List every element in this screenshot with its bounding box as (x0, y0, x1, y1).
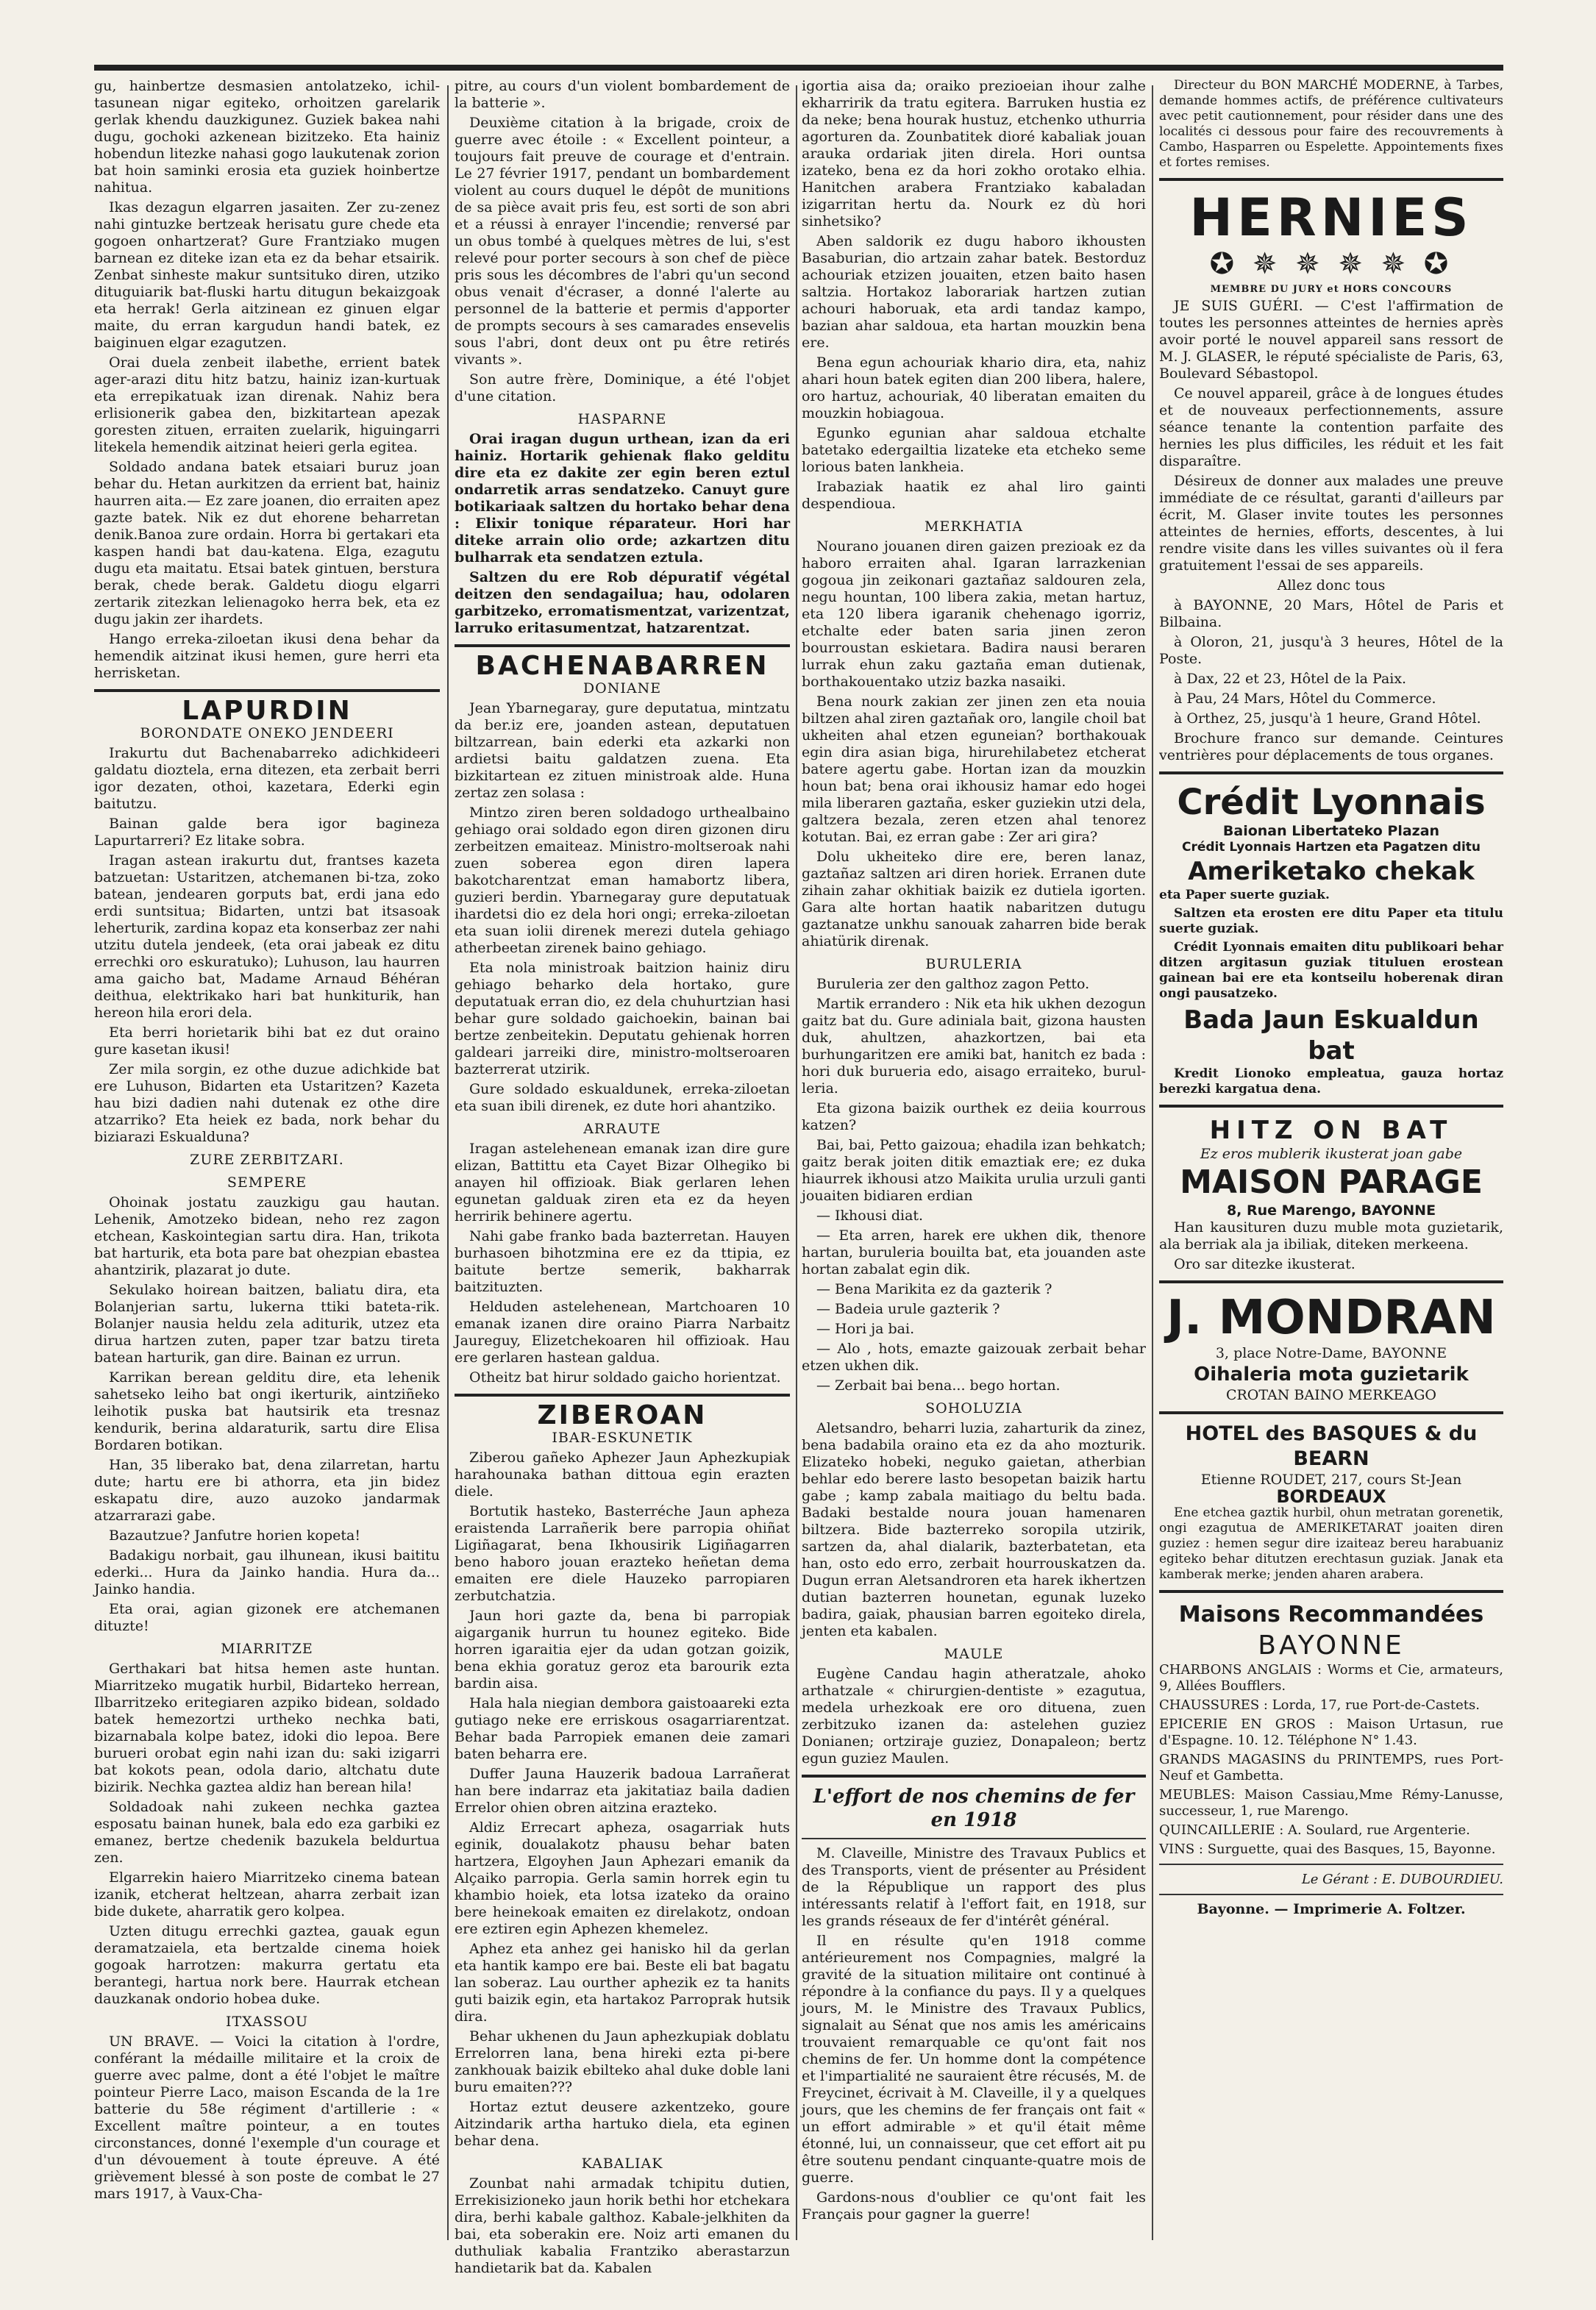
paragraph: Martik errandero : Nik eta hik ukhen dezogun gaitz bat du. Gure adiniala bait, gizona hausten duk, ahultzen, ahazkortzen, bai eta burhungaritzen ere amiki bat, hanitch ez bada : hori duk burueria edo, aisago erraiteko, burul-leria. (802, 996, 1146, 1097)
footer-rule (1159, 1864, 1503, 1865)
paragraph: Han, 35 liberako bat, dena zilarretan, hartu dute; hartu ere bi athorra, eta jin bidez eskapatu dire, auzo auzoko jandarmak atzarrarazi gabe. (94, 1457, 440, 1524)
ad-rule (1159, 1280, 1503, 1283)
article-heading: BURULERIA (925, 956, 1022, 972)
section-rule (802, 1775, 1146, 1778)
column-1 (94, 78, 440, 2233)
credit-sub: Baionan Libertateko Plazan (1222, 823, 1440, 839)
article-heading: KABALIAK (581, 2156, 663, 2172)
maisons-city: BAYONNE (1258, 1630, 1405, 1661)
paragraph: eta Paper suerte guziak. (1159, 888, 1330, 902)
article-title: L'effort de nos chemins de fer en 1918 (813, 1786, 1135, 1831)
paragraph: Ce nouvel appareil, grâce à de longues études et de nouveaux perfectionnements, assure séance tenante la contention parfaite des hernies les plus difficiles, les réduit et les fait disparaître. (1159, 385, 1503, 469)
columns (94, 78, 1503, 2276)
section-rule (455, 1394, 790, 1397)
paragraph: Han kausituren duzu muble mota guzietarik, ala berriak ala ja ibiliak, diteken merkeena. (1159, 1219, 1503, 1252)
list-item: GRANDS MAGASINS du PRINTEMPS, rues Port-Neuf et Gambetta. (1159, 1752, 1503, 1783)
list-item: à Oloron, 21, jusqu'à 3 heures, Hôtel de la Poste. (1159, 634, 1503, 667)
paragraph: Gure soldado eskualdunek, erreka-ziloetan eta suan ibili direnek, ez dute hori ahantziko. (455, 1081, 790, 1114)
paragraph: Mintzo ziren beren soldadogo urthealbaino gehiago orai soldado egon diren gizonen diru zerbeitzen emaiteaz. Ministro-moltseroak nahi zuen soberea egon diren lapera bakotcharentzat eman hamabortz libera, guzieri berdin. Ybarnegaray gure deputatuak ihardetsi dio ez dela hori ongi; erreka-ziloetan eta suan iolii direnek merezi dutela gehiago atherbeetan zirenek baino gehiago. (455, 805, 790, 956)
paragraph: Bortutik hasteko, Basterréche Jaun apheza eraistenda Larrañerik bere parropia ohiñat Ligiñagarat, bena Ikhousirik Ligiñagarren beno haboro jouan erazteko heñetan dema emaiten ere diele Hauzeko parropiaren zerbutchatzia. (455, 1503, 790, 1604)
paragraph: Allez donc tous (1277, 577, 1386, 593)
paragraph: Eta berri horietarik bihi bat ez dut oraino gure kasetan ikusi! (94, 1024, 440, 1058)
paragraph: Jean Ybarnegaray, gure deputatua, mintzatu da ber.iz ere, joanden astean, deputatuen biltzarrean, bain ederki eta azkarki non ardietsi baitu galdatzen zuena. Eta bizkitartean ez zituen ministroak alde. Huna zertaz zen solasa : (455, 700, 790, 801)
article-heading: DONIANE (583, 680, 662, 696)
list-item: VINS : Surguette, quai des Basques, 15, Bayonne. (1159, 1842, 1496, 1857)
section-banner-lapurdin: LAPURDIN (182, 696, 352, 726)
paragraph: Egunko egunian ahar saldoua etchalte batetako edergailtia lizateke eta etcheko seme lorious baten lankheia. (802, 425, 1146, 475)
paragraph: Buruleria zer den galthoz zagon Petto. (816, 976, 1090, 992)
paragraph: Orai iragan dugun urthean, izan da eri hainiz. Hortarik gehienak flako gelditu dire eta ez dakite zer egin beren eztul ondarretik arras sendatzeko. Canuyt gure botikariaak saltzen du hortako behar dena : Elixir tonique réparateur. Hori har diteke arrain olio orde; azkartzen ditu bulharrak eta sendatzen eztula. (455, 431, 790, 566)
paragraph: M. Claveille, Ministre des Travaux Publics et des Transports, vient de présenter au Président de la République un rapport des plus intéressants relatif à l'effort fait, en 1918, sur les grands réseaux de fer d'intérêt général. (802, 1845, 1146, 1929)
paragraph: Aldiz Errecart apheza, osagarriak huts eginik, doualakotz phausu behar baten hartzera, Elgoyhen Jaun Aphezari emanik da Alçaiko parropia. Gerla samin horrek egin tu khambio hoiek, eta lotsa izateko da oraino bere heinekoak emaiten ez direlakotz, ondoan ere eztiren egin Aphezen khemelez. (455, 1819, 790, 1937)
article-heading: MERKHATIA (925, 518, 1023, 535)
paragraph: Hortaz eztut deusere azkentzeko, goure Aitzindarik artha hartuko diela, eta eginen behar dena. (455, 2099, 790, 2149)
list-item: à Pau, 24 Mars, Hôtel du Commerce. (1174, 691, 1436, 707)
dialogue-line: — Ikhousi diat. (816, 1208, 924, 1224)
paragraph: Soldado andana batek etsaiari buruz joan behar du. Hetan aurkitzen da errient bat, hainiz haurren aita.— Ez zare joanen, dio erraiten apez gazte batek. Nik ez dut ehorene beharretan denik.Banoa zure ordain. Horra bi gertakari eta kaspen handi bat dau-katena. Elga, ezagutu dugu eta maitatu. Etsai batek gintuen, berstura berak, chede berak. Galdetu diogu elgarri zertarik zitezkan lelienagoko herra bek, eta ez dugu jakin zer ihardets. (94, 459, 440, 627)
paragraph: Iragan astean irakurtu dut, frantses kazeta batzuetan: Ustaritzen, atchemanen bi-tza, zoko batean, jendearen gorputs bat, erdi jana edo erdi suntsitua; Bidarten, untzi bat itsasoak leherturik, zardina kopaz eta konserbaz zer nahi utzitu dutela jendeek, (eta orai jabeak ez ditu errechki oro eskuratuko); Luhuson, lau haurren ama gaicho bat, Madame Arnaud Béhéran deithua, elektrikako hari bat hunkiturik, han hereon hila erori dela. (94, 852, 440, 1021)
paragraph: Saltzen du ere Rob dépuratif végétal deitzen den sendagailua; hau, odolaren garbitzeko, erromatismentzat, varizentzat, larruko eritasumentzat, hatzarentzat. (455, 569, 790, 636)
section-banner-ziberoan: ZIBEROAN (537, 1400, 708, 1430)
article-heading: SEMPERE (227, 1174, 307, 1191)
paragraph: Oro sar ditezke ikusterat. (1174, 1256, 1355, 1272)
paragraph: Uzten ditugu errechki gaztea, gauak egun deramatzaiela, eta bertzalde cinema hoiek gogoak harrotzen: makurra gertatu eta berantegi, hartua nork bere. Haurrak etchean dauzkanak ondorio hobea duke. (94, 1923, 440, 2007)
paragraph: Ikas dezagun elgarren jasaiten. Zer zu-zenez nahi gintuzke bertzeak herisatu gure chede eta gogoen onhartzerat? Gure Frantziako mugen barnean ez diteke izan eta ez da behar etsairik. Zenbat sinheste makur suntsituko diren, utziko dituguiarik bat-fluski hartu ditugun bekaizgoak eta herrak! Gerla aitzinean ez ginuen elgar maite, du erran kargudun handi batek, ez baiginuen elgar ezagutzen. (94, 199, 440, 351)
paragraph: Gardons-nous d'oublier ce qu'ont fait les Français pour gagner la guerre! (802, 2189, 1146, 2222)
paragraph: Iragan astelehenean emanak izan dire gure elizan, Battittu eta Cayet Bizar Olhegiko bi anayen hil offizioak. Biak gerlaren lehen egunetan galduak ziren eta ez da heyen herririk behinere agertu. (455, 1141, 790, 1224)
parage-title: MAISON PARAGE (1180, 1163, 1483, 1201)
list-item: CHAUSSURES : Lorda, 17, rue Port-de-Castets. (1159, 1697, 1480, 1713)
hotel-title: HOTEL des BASQUES & du BEARN (1185, 1422, 1478, 1470)
ad-bon-marche: Directeur du BON MARCHÉ MODERNE, à Tarbes, demande hommes actifs, de préférence cultivateurs avec petit cautionnement, pour résider dans une des localités ci dessous pour faire des recouvrements à Cambo, Hasparren ou Espelette. Appointements fixes et fortes remises. (1159, 78, 1503, 170)
paragraph: Il en résulte qu'en 1918 comme antérieurement nos Compagnies, malgré la gravité de la situation militaire ont continué à répondre à la confiance du pays. Il y a quelques jours, M. le Ministre des Travaux Publics, signalait au Sénat que nos amis les américains trouvaient remarquable ce qu'ont fait nos chemins de fer. Un homme dont la compétence et l'impartialité ne sauraient être récusés, M. de Freycinet, écrivait à M. Claveille, il y a quelques jours, que les chemins de fer français ont fait « un effort admirable » et qu'il était même étonné, lui, un connaisseur, que cet effort ait pu être soutenu pendant cinquante-quatre mois de guerre. (802, 1933, 1146, 2186)
column-separator (447, 85, 449, 2240)
paragraph: Irakurtu dut Bachenabarreko adichkideeri galdatu dioztela, erna ditezen, eta zerbait berri igor dezaten, othoi, kazetara, Ederki egin baitutzu. (94, 745, 440, 812)
paragraph: Désireux de donner aux malades une preuve immédiate de ce résultat, garanti d'ailleurs par écrit, M. Glaser invite toutes les personnes atteintes de hernies, efforts, descentes, à lui rendre visite dans les villes suivantes où il fera gratuitement l'essai de ses appareils. (1159, 473, 1503, 574)
paragraph: Hala hala niegian dembora gaistoaareki ezta gutiago neke ere erriskous osagarriarentzat. Behar bada Parropiek emanen deie zamari baten beharra ere. (455, 1695, 790, 1762)
paragraph: Eta gizona baizik ourthek ez deiia kourrous katzen? (802, 1100, 1146, 1133)
paragraph: Ziberou gañeko Aphezer Jaun Aphezkupiak harahounaka bathan dittoua egin erazten diele. (455, 1450, 790, 1500)
article-heading: MAULE (944, 1646, 1004, 1662)
paragraph: Orai duela zenbeit ilabethe, errient batek ager-arazi ditu hitz batzu, hainiz izan-kurtuak eta errepikatuak izan direnak. Nahiz bera erlisionerik gabea den, bizkitartean apezak goresten zituen, erraiten zuelarik, higuingarri litekela hemendik aitzinat heieri gerla egitea. (94, 354, 440, 455)
paragraph: Karrikan berean gelditu dire, eta lehenik sahetseko leiho bat ongi ikerturik, aintziñeko leihotik puska bat hautsirik eta tresnaz kendurik, berina aldaraturik, sartu dire Elisa Bordaren botikan. (94, 1369, 440, 1453)
imprimerie: Bayonne. — Imprimerie A. Foltzer. (1197, 1901, 1466, 1917)
paragraph: Helduden astelehenean, Martchoaren 10 emanak izanen dire oraino Piarra Narbaitz Jaureguy, Elizetchekoaren hil offizioak. Hau ere gerlaren hastean galdua. (455, 1299, 790, 1366)
ad-rule (1159, 1411, 1503, 1414)
article-heading: IBAR-ESKUNETIK (552, 1430, 693, 1446)
credit-big-2: Bada Jaun Eskualdun bat (1183, 1005, 1479, 1066)
mondran-title: J. MONDRAN (1166, 1291, 1496, 1345)
section-banner-bachenabarren: BACHENABARREN (475, 651, 769, 681)
paragraph: Saltzen eta erosten ere ditu Paper eta titulu suerte guziak. (1159, 906, 1503, 936)
list-item: à Dax, 22 et 23, Hôtel de la Paix. (1174, 671, 1407, 687)
signature: ZURE ZERBITZARI. (190, 1152, 344, 1168)
paragraph: Dolu ukheiteko dire ere, beren lanaz, gaztañaz saltzen ari diren horiek. Erranen dute zihain zahar okhitiak baizik ez dutiela igorten. Gara alte hortan haatik nabaritzen dutugu gaztanatze unkhu sanouak zaharren bide berak ahiatürik direnak. (802, 849, 1146, 949)
hitz-title: HITZ ON BAT (1209, 1116, 1453, 1145)
paragraph: Sekulako hoirean baitzen, baliatu dira, eta Bolanjerian sartu, lukerna ttiki bateta-rik. Bolanjer nausia heldu zela aditurik, utzez eta dirua hartzen zuten, paper tzar batzu tireta batean harturik, gan dire. Bainan ez urrun. (94, 1282, 440, 1366)
paragraph: Kredit Lionoko empleatua, gauza hortaz berezki kargatua dena. (1159, 1066, 1503, 1097)
paragraph: Nahi gabe franko bada bazterretan. Hauyen burhasoen bihotzmina ere ez da ttipia, ez baitute bertze semerik, bakharrak baitzituzten. (455, 1228, 790, 1295)
title-rule (802, 1838, 1146, 1839)
top-rule (94, 65, 1503, 71)
paragraph: Aben saldorik ez dugu haboro ikhousten Basaburian, dio artzain zahar batek. Bestorduz achouriak etzizen jouaiten, etzen baito hasen saltzia. Hortakoz laborariak hartzen zutian achouri haboruak, eta ardi tandaz kampo, bazian ahar saldoua, eta hartan mouzkin bena ere. (802, 233, 1146, 351)
paragraph: Bena egun achouriak khario dira, eta, nahiz ahari houn batek egiten dian 200 libera, halere, oro hartuz, achouriak, 40 liberatan emaiten du mouzkin hobiagoua. (802, 354, 1146, 421)
paragraph: pitre, au cours d'un violent bombardement de la batterie ». (455, 78, 790, 111)
paragraph: Soldadoak nahi zukeen nechka gaztea esposatu bainan hunek, bala edo eza garbiki ez emanez, bertze chedenik bazukela beldurtua zen. (94, 1799, 440, 1866)
list-item: QUINCAILLERIE : A. Soulard, rue Argenterie. (1159, 1822, 1470, 1838)
paragraph: JE SUIS GUÉRI. — C'est l'affirmation de toutes les personnes atteintes de hernies après avoir porté le nouvel appareil sans ressort de M. J. GLASER, le réputé spécialiste de Paris, 63, Boulevard Sébastopol. (1159, 298, 1503, 382)
column-3 (802, 78, 1146, 2233)
gerant: Le Gérant : E. DUBOURDIEU. (1301, 1872, 1503, 1887)
paragraph: Zer mila sorgin, ez othe duzue adichkide bat ere Luhuson, Bidarten eta Ustaritzen? Kazeta hau bizi dadien nahi dutenak ez othe dire atzarriko? Eta heiek ez bada, nork behar du biziarazi Eskualduna? (94, 1061, 440, 1145)
mondran-line-2: CROTAN BAINO MERKEAGO (1225, 1387, 1437, 1403)
paragraph: UN BRAVE. — Voici la citation à l'ordre, conférant la médaille militaire et la croix de guerre avec palme, dont a été l'objet le maître pointeur Pierre Laco, maison Escanda de la 1re batterie du 58e régiment d'artillerie : « Excellent maître pointeur, a en toutes circonstances, donné l'exemple d'un courage et d'un dévouement à toute épreuve. A été grièvement blessé à son poste de combat le 27 mars 1917, à Vaux-Cha- (94, 2033, 440, 2202)
section-rule (455, 644, 790, 647)
dialogue-line: — Badeia urule gazterik ? (816, 1301, 1000, 1317)
paragraph: Eta nola ministroak baitzion hainiz diru gehiago beharko dela hortako, gure deputatuak erran dio, ez dela chuhurtzian hasi behar gure soldado gaichoekin, bainan bai bertze zenbeitekin. Deputatu gehienak horren galdeari jarreiki dire, ministro-moltseroaren bazterrerat utzirik. (455, 960, 790, 1077)
section-rule (94, 689, 440, 692)
paragraph: Bena nourk zakian zer jinen zen eta nouia biltzen ahal ziren gaztañak oro, langile choil bat ukheiten ahal etzen eguneian? borthakouak egin dira asian biga, hirurehilabetez etcherat batere agertu gabe. Hortan izan da mouzkin houn bat; bena orai ikhousiz hamar edo hogei mila liberaren gaztaña, esker guziekin utzi dela, galtzera bezala, zeren etzen ahal tenorez kotutan. Bai, ez erran gabe : Zer ari gira? (802, 694, 1146, 845)
maisons-title: Maisons Recommandées (1178, 1602, 1484, 1628)
article-heading: SOHOLUZIA (925, 1400, 1022, 1416)
mondran-address: 3, place Notre-Dame, BAYONNE (1215, 1345, 1447, 1361)
paragraph: Bazautzue? Janfutre horien kopeta! (109, 1527, 360, 1544)
paragraph: Bainan galde bera igor bagineza Lapurtarreri? Ez litake sobra. (94, 816, 440, 849)
hitz-sub: Ez eros mublerik ikusterat joan gabe (1200, 1146, 1463, 1162)
ad-rule (1159, 1590, 1503, 1593)
recommended-list (1159, 1662, 1503, 1858)
paragraph: Son autre frère, Dominique, a été l'objet d'une citation. (455, 371, 790, 404)
paragraph: Elgarrekin haiero Miarritzeko cinema batean izanik, etcherat heltzean, aharra zerbait izan bide dukete, aharratik gero kolpea. (94, 1869, 440, 1919)
list-item: CHARBONS ANGLAIS : Worms et Cie, armateurs, 9, Allées Boufflers. (1159, 1662, 1503, 1694)
footer-rule (1159, 1894, 1503, 1895)
hotel-address: Etienne ROUDET, 217, cours St-Jean (1200, 1472, 1462, 1488)
paragraph: igortia aisa da; oraiko prezioeian ihour zalhe ekharririk da tratu egitera. Barruken hustia ez da neke; bena hourak hustuz, etchenko uthurria agorturen da. Zounbatitek dioré kabaliak jouan arauka ordariak jiten direla. Hori ountsa izateko, bena ez da hori zokho orotako elhia. Hanitchen arabera Frantziako kabaladan izigarritan hertu da. Nourk ez dù hori sinhetsiko? (802, 78, 1146, 229)
paragraph: Duffer Jauna Hauzerik badoua Larrañerat han bere indarraz eta jakitatiaz baila dadien Errelor ohien obren aitzina erazteko. (455, 1766, 790, 1816)
mondran-line: Oihaleria mota guzietarik (1194, 1363, 1469, 1386)
dialogue-line: — Hori ja bai. (816, 1321, 915, 1337)
list-item: EPICERIE EN GROS : Maison Urtasun, rue d'Espagne. 10. 12. Téléphone N° 1.43. (1159, 1717, 1503, 1748)
column-4-ads (1159, 78, 1503, 2233)
article-heading: BORONDATE ONEKO JENDEERI (140, 725, 394, 741)
article-heading: HASPARNE (577, 411, 667, 427)
list-item: MEUBLES: Maison Cassiau,Mme Rémy-Lanusse, successeur, 1, rue Marengo. (1159, 1787, 1503, 1819)
paragraph: Ohoinak jostatu zauzkigu gau hautan. Lehenik, Amotzeko bidean, neho rez zagon etchean, Kaskointegian sartu dira. Han, trikota bat harturik, eta bota pare bat ohezpian ebastea ahantzirik, plazarat jo dute. (94, 1194, 440, 1278)
column-2 (455, 78, 790, 2276)
article-heading: ITXASSOU (225, 2014, 309, 2030)
ad-rule (1159, 1105, 1503, 1108)
paragraph: Aletsandro, beharri luzia, zaharturik da zinez, bena badabila oraino eta ez da aho mozturik. Elizateko hobeki, neguko gaietan, atherbian behlar edo berere lasto besopetan baizik hartu gabe ; kamp zabala maitiago du beltu bada. Badaki bestalde noura jouan hamenaren biltzera. Bide bazterreko soropila utzirik, sartzen da, ahal dialarik, bazterbatetan, eta han, osto edo erro, zerbait hourrouskatzen da. Dugun erran Aletsandroren eta harek ikhertzen dutian bazterren hounetan, egunak luzeko badira, gaiak, phausian barren egoiteko direla, jenten eta kabalen. (802, 1420, 1146, 1639)
paragraph: Otheitz bat hirur soldado gaicho horientzat. (469, 1369, 781, 1386)
article-heading: ARRAUTE (583, 1121, 661, 1137)
paragraph: Ene etchea gaztik hurbil, ohun metratan gorenetik, ongi ezagutua de AMERIKETARAT joaiten diren guziez : hemen segur dire izaiteaz bereu harabuaniz egiteko behar ditutzen erechtasun guziak. Janak eta kamberak merke; jenden aharen arabera. (1159, 1505, 1503, 1582)
paragraph: Eta orai, agian gizonek ere atchemanen dituzte! (94, 1601, 440, 1634)
list-item: à BAYONNE, 20 Mars, Hôtel de Paris et Bilbaina. (1159, 597, 1503, 630)
paragraph: Nourano jouanen diren gaizen prezioak ez da haboro erraiten ahal. Igaran larrazkenian gogoua jin zeikonari gaztañaz saldouren zela, negu hountan, 100 libera zakia, metan hartuz, eta 120 libera igaranik chehenago igorriz, etchalte eder baten saria jinen zeron bourroustan eskietara. Badira nausi beraren lurrak ehun zaku gaztaña eman dutienak, borthakouentako utziz bazka nasaiki. (802, 538, 1146, 690)
article-heading: MIARRITZE (221, 1641, 313, 1657)
parage-address: 8, Rue Marengo, BAYONNE (1226, 1202, 1436, 1219)
paragraph: Crédit Lyonnais emaiten ditu publikoari behar ditzen argitasun guziak tituluen erostean gainean bai ere eta kontseilu hoberenak diran ongi pausatzeko. (1159, 940, 1503, 1001)
paragraph: Gerthakari bat hitsa hemen aste huntan. Miarritzeko mugatik hurbil, Bidarteko herrean, Ilbarritzeko eritegiaren azpiko bidean, soldado batek hemezortzi urtheko nechka bati, bizarnabala kolpe batez, idoki dio lepoa. Bere burueri orobat egin nahi izan du: saki izigarri bat kokots pean, odola dario, altchatu dute bizirik. Nechka gaztea aldiz han berean hila! (94, 1661, 440, 1795)
paragraph: Irabaziak haatik ez ahal liro gainti despendioua. (802, 479, 1146, 512)
paragraph: Bai, bai, Petto gaizoua; ehadila izan behkatch; gaitz berak joiten ditik emaztiak ere; ez duka hiaurrek ikhousi atzo Maikita urulia urzuli ganti jouaiten bidiaren erdian (802, 1137, 1146, 1204)
paragraph: Brochure franco sur demande. Ceintures ventrières pour déplacements de tous organes. (1159, 730, 1503, 763)
hernies-title: HERNIES (1189, 188, 1473, 248)
paragraph: Hango erreka-ziloetan ikusi dena behar da hemendik aitzinat ikusi hemen, gure herri eta herrisketan. (94, 631, 440, 681)
paragraph: Aphez eta anhez gei hanisko hil da gerlan eta hantik kampo ere bai. Beste eli bat bagatu lan soberaz. Lau ourther aphezik ez ta hanits guti baizik egin, eta hartakoz Parroprak hutsik dira. (455, 1941, 790, 2025)
paragraph: Eugène Candau hagin atheratzale, ahoko arthatzale « chirurgien-dentiste » ezagutua, medela urhezkoak ere oro dituena, zuen zerbitzuko izanen da: astelehen guziez Donianen; ortziraje guziez, Donapaleon; bertz egun guziez Maulen. (802, 1666, 1146, 1767)
column-separator (796, 85, 797, 2240)
paragraph: Behar ukhenen du Jaun aphezkupiak doblatu Errelorren lana, bena hireki ezta pi-bere zankhouak baizik ebilteko ahal duke doble lani buru emaiten??? (455, 2028, 790, 2095)
credit-line: Crédit Lyonnais Hartzen eta Pagatzen ditu (1181, 840, 1481, 855)
list-item: à Orthez, 25, jusqu'à 1 heure, Grand Hôtel. (1174, 710, 1481, 727)
credit-big: Ameriketako chekak (1188, 857, 1475, 886)
newspaper-page (94, 65, 1503, 2276)
paragraph: Zounbat nahi armadak tchipitu dutien, Errekisizioneko jaun horik bethi hor etchekara dira, berhi kabale galthoz. Kabale-jelkhiten da bai, eta soberakin ere. Noiz arti emanen du duthuliak kabalia Frantziko aberastarzun handietarik bat da. Kabalen (455, 2175, 790, 2276)
paragraph: gu, hainbertze desmasien antolatzeko, ichil-tasunean nigar egiteko, orhoitzen garelarik gerlak khendu dauzkigunez. Guziek bakea nahi dugu, gochoki azkenean bizitzeko. Eta hainiz hobendun litezke nahasi gogo laukutenak zorion bat hoin saminki erosia eta guziek hoinbertze nahitua. (94, 78, 440, 196)
paragraph: Badakigu norbait, gau ilhunean, ikusi baititu ederki... Hura da Jainko handia. Hura da... Jainko handia. (94, 1547, 440, 1597)
dialogue-line: — Alo , hots, emazte gaizouak zerbait behar etzen ukhen dik. (802, 1341, 1146, 1374)
dialogue-line: — Zerbait bai bena... bego hortan. (816, 1377, 1061, 1394)
ad-rule (1159, 771, 1503, 774)
ad-rule (1159, 178, 1503, 181)
dialogue-line: — Eta arren, harek ere ukhen dik, thenore hartan, buruleria bouilta bat, eta jouanden aste hortan zabalat egin dik. (802, 1227, 1146, 1277)
dialogue-line: — Bena Marikita ez da gazterik ? (816, 1281, 1052, 1297)
column-separator (1152, 85, 1153, 2240)
paragraph: Jaun hori gazte da, bena bi parropiak aigarganik hurrun tu hounez egiteko. Bide horren igaraitia ejer da udan gotzan goizik, bena ekhia goratuz geroz eta barourik ezta bardin aisa. (455, 1608, 790, 1691)
credit-lyonnais-title: Crédit Lyonnais (1177, 782, 1486, 823)
hernies-tagline: MEMBRE DU JURY et HORS CONCOURS (1210, 284, 1453, 295)
medals-icon: ✪ ✵ ✵ ✵ ✵ ✪ (1209, 247, 1453, 281)
hotel-city: BORDEAUX (1276, 1486, 1386, 1507)
paragraph: Deuxième citation à la brigade, croix de guerre avec étoile : « Excellent pointeur, a toujours fait preuve de courage et d'entrain. Le 27 février 1917, pendant un bombardement violent au cours duquel le dépôt de munitions de sa pièce avait pris feu, est sorti de son abri et a réussi à enrayer l'incendie; renversé par un obus tombé à quelques mètres de lui, s'est relevé pour porter secours à son chef de pièce pris sous les décombres de l'abri qu'un second obus venait d'écraser, a donné l'alerte au personnel de la batterie et permis d'apporter de prompts secours à ses camarades ensevelis sous l'abri, dont deux ont pu être retirés vivants ». (455, 115, 790, 368)
